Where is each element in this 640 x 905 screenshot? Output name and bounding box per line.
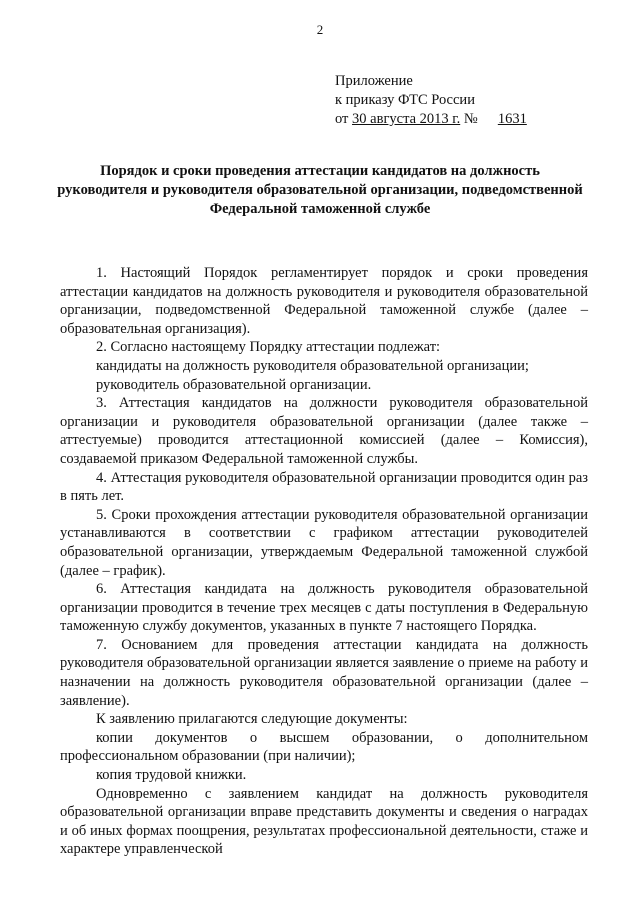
appendix-line-3 bbox=[335, 110, 543, 129]
paragraph-2-item-2: руководитель образовательной организации. bbox=[96, 376, 372, 393]
appendix-number-label: № bbox=[460, 111, 482, 127]
appendix-date-prefix: от bbox=[335, 111, 353, 127]
appendix-number: 1631 bbox=[497, 111, 527, 127]
appendix-header bbox=[335, 72, 543, 129]
paragraph-7-doc-2: копия трудовой книжки. bbox=[96, 767, 247, 784]
page-number: 2 bbox=[316, 22, 324, 37]
paragraph-7: 7. Основанием для проведения аттестации кандидата на должность руководителя образовательной организации является заявление о приеме на работу и назначении на должность руководителя образовательной организации (далее – заявление). bbox=[60, 636, 588, 709]
appendix-line-2: к приказу ФТС России bbox=[335, 92, 475, 108]
paragraph-2-item-1: кандидаты на должность руководителя образовательной организации; bbox=[96, 357, 529, 374]
appendix-line-1: Приложение bbox=[335, 73, 413, 89]
paragraph-5: 5. Сроки прохождения аттестации руководителя образовательной организации устанавливаются в соответствии с графиком аттестации руководителей образовательной организации, утверждаемым Федеральной таможенной службой (далее – график). bbox=[60, 506, 588, 579]
document-body bbox=[60, 264, 588, 859]
paragraph-4: 4. Аттестация руководителя образовательной организации проводится один раз в пять лет. bbox=[60, 469, 588, 505]
appendix-date: 30 августа 2013 г. bbox=[352, 111, 461, 127]
document-title: Порядок и сроки проведения аттестации кандидатов на должность руководителя и руководителя образовательной организации, подведомственной Федеральной таможенной службе bbox=[57, 163, 583, 217]
paragraph-7-docs-intro: К заявлению прилагаются следующие документы: bbox=[96, 711, 408, 728]
paragraph-2: 2. Согласно настоящему Порядку аттестации подлежат: bbox=[96, 339, 441, 356]
paragraph-1: 1. Настоящий Порядок регламентирует порядок и сроки проведения аттестации кандидатов на должность руководителя и руководителя образовательной организации, подведомственной Федеральной таможенной службе (далее – образовательная организация). bbox=[60, 265, 588, 337]
paragraph-7-optional: Одновременно с заявлением кандидат на должность руководителя образовательной организации вправе представить документы и сведения о наградах и об иных формах поощрения, результатах профессиональной деятельности, стаже и характере управленческой bbox=[60, 785, 588, 858]
paragraph-6: 6. Аттестация кандидата на должность руководителя образовательной организации проводится в течение трех месяцев с даты поступления в Федеральную таможенную службу документов, указанных в пункте 7 настоящего Порядка. bbox=[60, 581, 588, 635]
paragraph-3: 3. Аттестация кандидатов на должности руководителя образовательной организации и руководителя образовательной организации (далее также – аттестуемые) проводится аттестационной комиссией (далее – Комиссия), создаваемой приказом Федеральной таможенной службы. bbox=[60, 395, 588, 467]
paragraph-7-doc-1: копии документов о высшем образовании, о дополнительном профессиональном образовании (при наличии); bbox=[60, 729, 588, 765]
